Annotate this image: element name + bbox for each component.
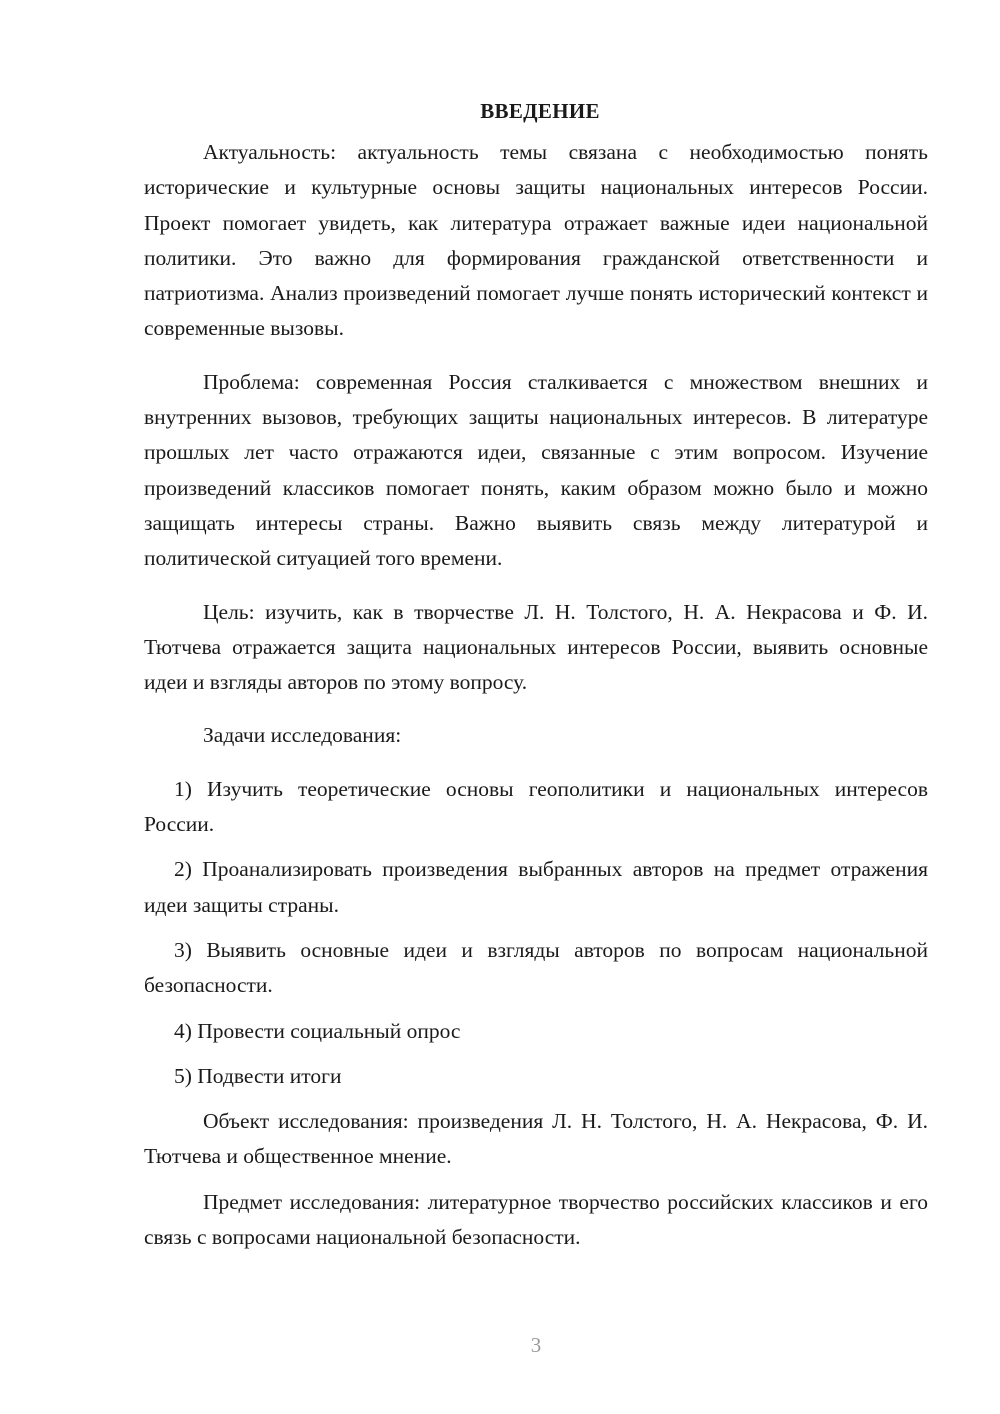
relevance-paragraph: Актуальность: актуальность темы связана с необходимостью понять исторические и культурные основы защиты национальных интересов России. Проект помогает увидеть, как литература отражает важные идеи национальной политики. Это важно для формирования гражданской ответственности и патриотизма. Анализ произведений помогает лучше понять исторический контекст и современные вызовы. — [144, 140, 928, 341]
task-item-2: 2) Проанализировать произведения выбранных авторов на предмет отражения идеи защиты страны. — [144, 857, 928, 917]
goal-paragraph: Цель: изучить, как в творчестве Л. Н. Толстого, Н. А. Некрасова и Ф. И. Тютчева отражается защита национальных интересов России, выявить основные идеи и взгляды авторов по этому вопросу. — [144, 599, 928, 695]
document-page — [144, 96, 928, 1255]
task-item-3: 3) Выявить основные идеи и взгляды авторов по вопросам национальной безопасности. — [144, 937, 928, 998]
page-number: 3 — [530, 1333, 542, 1357]
object-paragraph: Объект исследования: произведения Л. Н. Толстого, Н. А. Некрасова, Ф. И. Тютчева и общественное мнение. — [144, 1109, 928, 1169]
task-item-4: 4) Провести социальный опрос — [174, 1018, 461, 1043]
problem-paragraph: Проблема: современная Россия сталкивается с множеством внешних и внутренних вызовов, требующих защиты национальных интересов. В литературе прошлых лет часто отражаются идеи, связанные с этим вопросом. Изучение произведений классиков помогает понять, каким образом можно было и можно защищать интересы страны. Важно выявить связь между литературой и политической ситуацией того времени. — [144, 369, 928, 571]
task-item-5: 5) Подвести итоги — [174, 1063, 342, 1088]
subject-paragraph: Предмет исследования: литературное творчество российских классиков и его связь с вопросами национальной безопасности. — [144, 1189, 928, 1250]
tasks-heading: Задачи исследования: — [203, 723, 402, 748]
page-title: ВВЕДЕНИЕ — [480, 99, 600, 123]
task-item-1: 1) Изучить теоретические основы геополитики и национальных интересов России. — [144, 776, 928, 837]
